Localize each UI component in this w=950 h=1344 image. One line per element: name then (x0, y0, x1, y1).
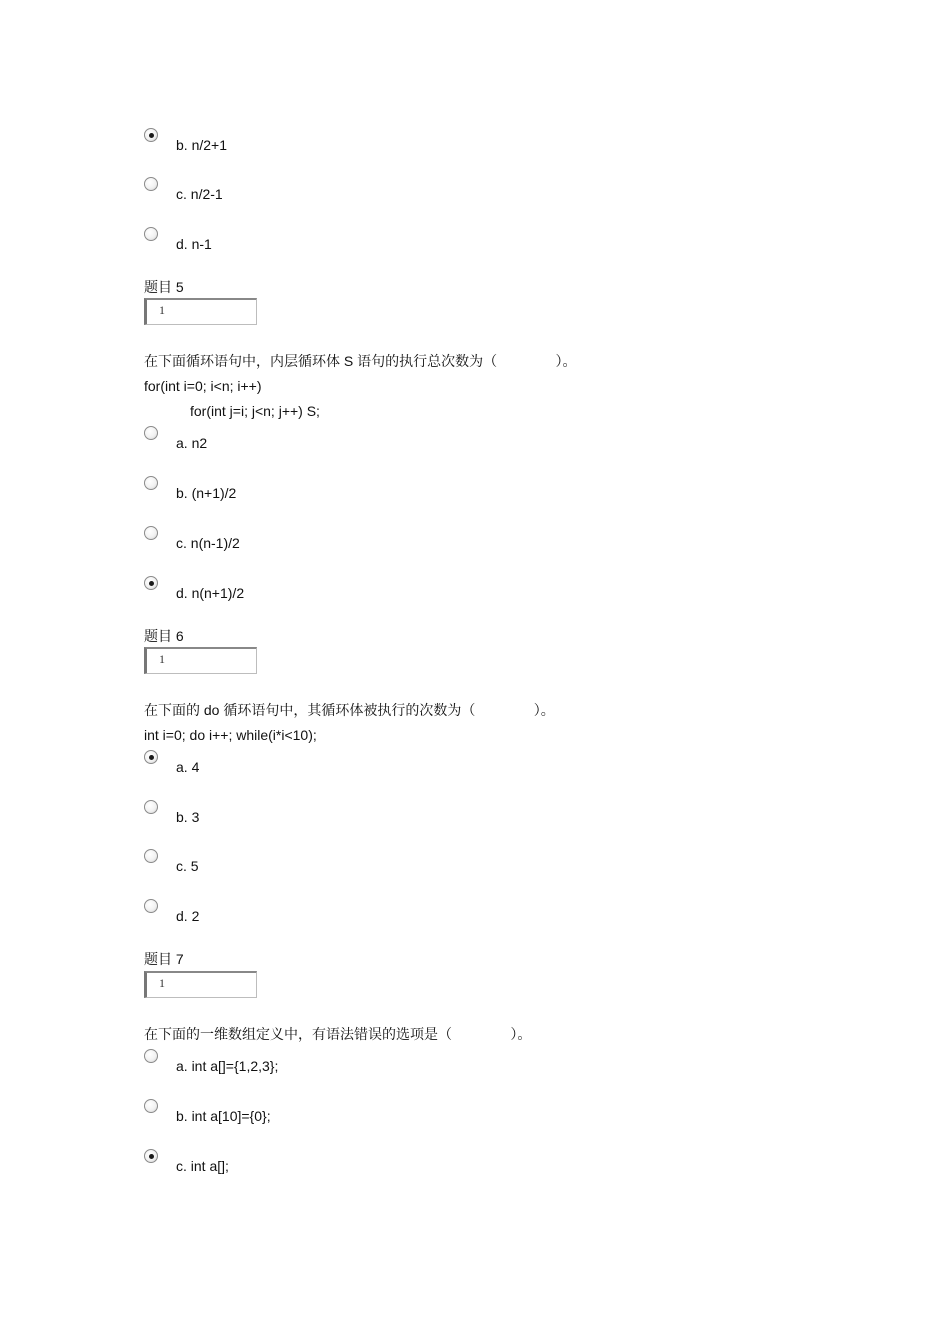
radio-button[interactable] (144, 1099, 158, 1113)
radio-button[interactable] (144, 476, 158, 490)
grade-value: 1 (159, 976, 165, 990)
question-title: 题目 5 (144, 279, 184, 295)
option-label: c. int a[]; (176, 1158, 229, 1174)
radio-button[interactable] (144, 750, 158, 764)
question-title: 题目 7 (144, 951, 184, 967)
radio-button[interactable] (144, 899, 158, 913)
question-text: 在下面的一维数组定义中，有语法错误的选项是（ ）。 (144, 1026, 532, 1042)
code-line: for(int j=i; j<n; j++) S; (190, 403, 320, 419)
option-label: c. n/2-1 (176, 186, 223, 202)
grade-value: 1 (159, 652, 165, 666)
radio-button[interactable] (144, 177, 158, 191)
option-label: b. int a[10]={0}; (176, 1108, 271, 1124)
option-label: b. n/2+1 (176, 137, 227, 153)
question-text: 在下面的 do 循环语句中，其循环体被执行的次数为（ ）。 (144, 702, 555, 718)
option-label: a. int a[]={1,2,3}; (176, 1058, 279, 1074)
option-label: c. 5 (176, 858, 199, 874)
code-line: for(int i=0; i<n; i++) (144, 378, 262, 394)
radio-button[interactable] (144, 849, 158, 863)
option-label: d. n(n+1)/2 (176, 585, 245, 601)
radio-button[interactable] (144, 227, 158, 241)
radio-button[interactable] (144, 526, 158, 540)
radio-button[interactable] (144, 1049, 158, 1063)
grade-field[interactable] (144, 298, 257, 325)
radio-button[interactable] (144, 1149, 158, 1163)
radio-button[interactable] (144, 800, 158, 814)
option-label: d. 2 (176, 908, 200, 924)
option-label: b. 3 (176, 809, 200, 825)
question-title: 题目 6 (144, 628, 184, 644)
radio-button[interactable] (144, 128, 158, 142)
option-label: a. n2 (176, 435, 208, 451)
grade-field[interactable] (144, 647, 257, 674)
radio-button[interactable] (144, 576, 158, 590)
option-label: c. n(n-1)/2 (176, 535, 240, 551)
grade-field[interactable] (144, 971, 257, 998)
radio-button[interactable] (144, 426, 158, 440)
code-line: int i=0; do i++; while(i*i<10); (144, 727, 317, 743)
grade-value: 1 (159, 303, 165, 317)
question-text: 在下面循环语句中，内层循环体 S 语句的执行总次数为（ ）。 (144, 353, 577, 369)
option-label: a. 4 (176, 759, 200, 775)
option-label: b. (n+1)/2 (176, 485, 237, 501)
option-label: d. n-1 (176, 236, 212, 252)
